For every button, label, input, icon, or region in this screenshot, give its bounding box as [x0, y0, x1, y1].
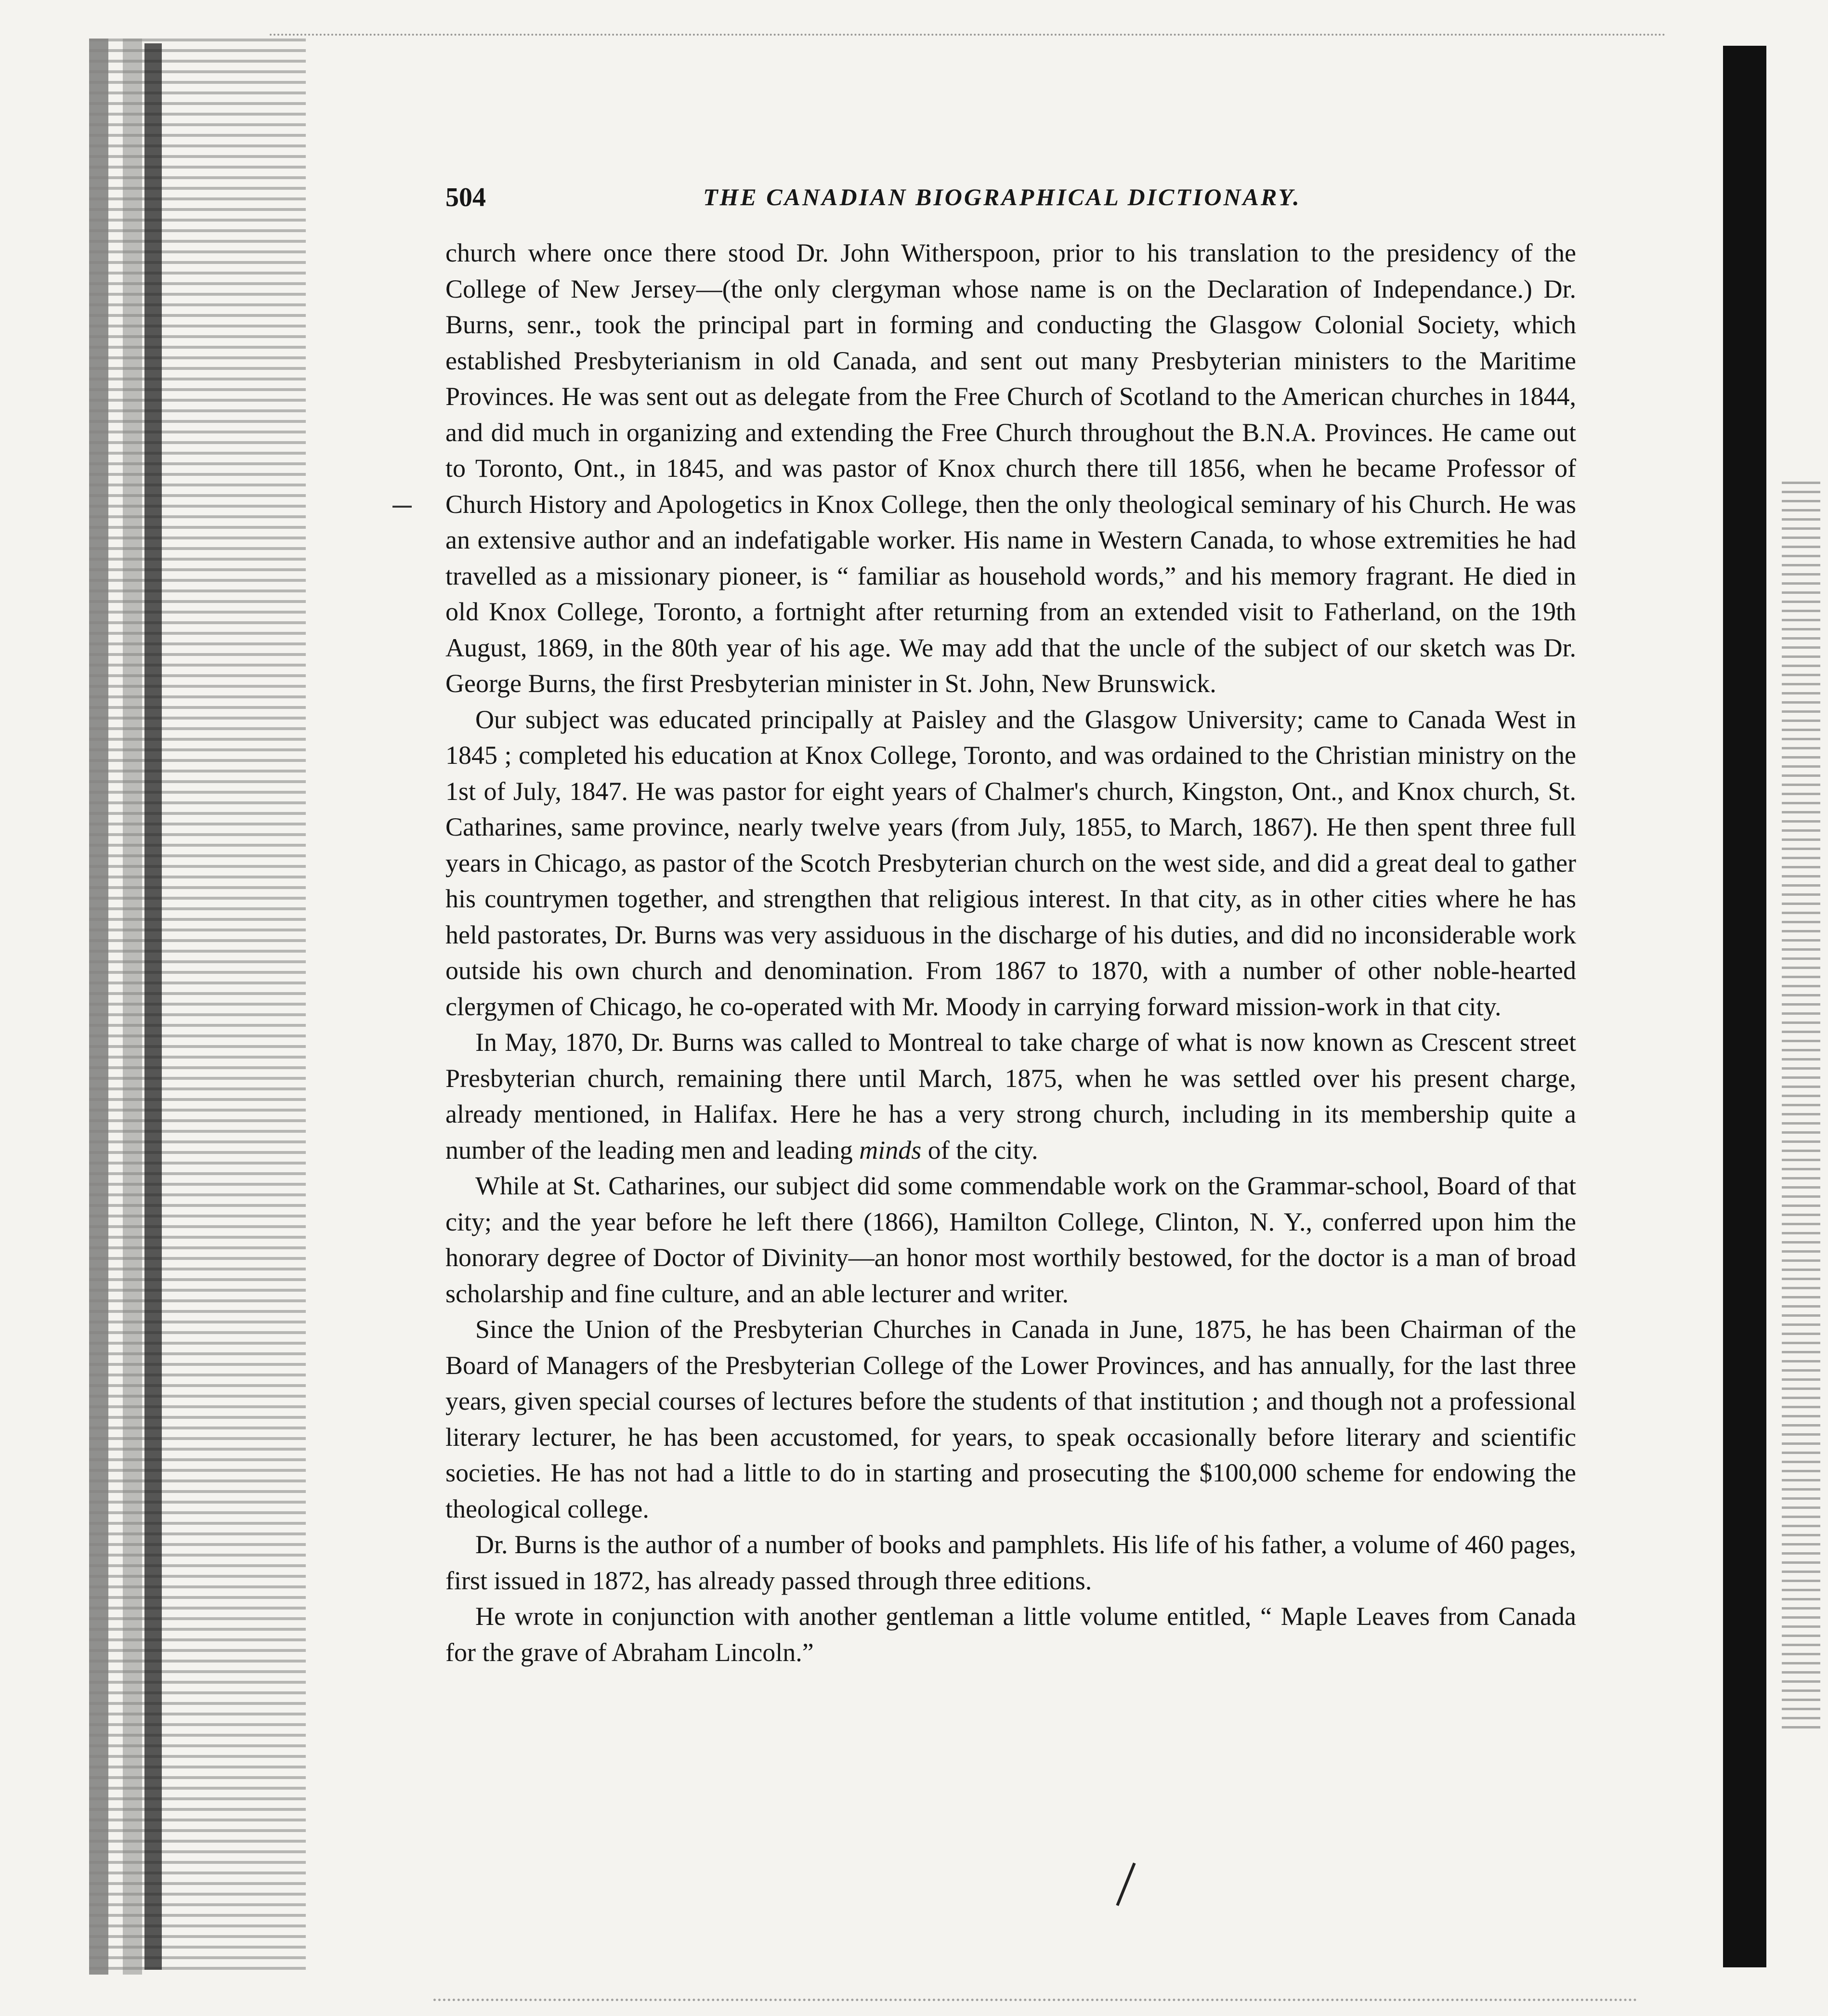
- stray-stroke: [1116, 1862, 1136, 1906]
- scan-noise-right: [1782, 482, 1820, 1734]
- scan-noise-bottom: [433, 1999, 1637, 2006]
- scan-edge-left: [89, 39, 306, 1975]
- page-number: 504: [445, 183, 486, 212]
- paragraph-1: church where once there stood Dr. John Witherspoon, prior to his translation to the presidency of the College of New Jersey—(the only clergyman whose name is on the Declaration of Independance.) Dr. Burns, senr., took the principal part in forming and conducting the Glasgow Colonial Society, which established Presbyterianism in old Canada, and sent out many Presbyterian ministers to the Maritime Provinces. He was sent out as delegate from the Free Church of Scotland to the American churches in 1844, and did much in organizing and extending the Free Church throughout the B.N.A. Provinces. He came out to Toronto, Ont., in 1845, and was pastor of Knox church there till 1856, when he became Professor of Church History and Apologetics in Knox College, then the only theological seminary of his Church. He was an extensive author and an indefatigable worker. His name in Western Canada, to whose extremities he had travelled as a missionary pioneer, is “ familiar as household words,” and his memory fragrant. He died in old Knox College, Toronto, a fortnight after returning from an extended visit to Fatherland, on the 19th August, 1869, in the 80th year of his age. We may add that the uncle of the subject of our sketch was Dr. George Burns, the first Presbyterian minister in St. John, New Brunswick.: [445, 238, 1576, 698]
- scan-binding-shadow: [144, 43, 162, 1970]
- paragraph-3-italic: minds: [859, 1135, 922, 1165]
- paragraph-7: He wrote in conjunction with another gentleman a little volume entitled, “ Maple Leaves from Canada for the grave of Abraham Lincoln.”: [445, 1602, 1576, 1667]
- scan-edge-right: [1723, 46, 1766, 1967]
- paragraph-3-tail: of the city.: [921, 1135, 1038, 1165]
- paragraph-6: Dr. Burns is the author of a number of books and pamphlets. His life of his father, a volume of 460 pages, first issued in 1872, has already passed through three editions.: [445, 1530, 1576, 1595]
- paragraph-2: Our subject was educated principally at Paisley and the Glasgow University; came to Canada West in 1845 ; completed his education at Knox College, Toronto, and was ordained to the Christian ministry on the 1st of July, 1847. He was pastor for eight years of Chalmer's church, Kingston, Ont., and Knox church, St. Catharines, same province, nearly twelve years (from July, 1855, to March, 1867). He then spent three full years in Chicago, as pastor of the Scotch Presbyterian church on the west side, and did a great deal to gather his countrymen together, and strengthen that religious interest. In that city, as in other cities where he has held pastorates, Dr. Burns was very assiduous in the discharge of his duties, and did no inconsiderable work outside his own church and denomination. From 1867 to 1870, with a number of other noble-hearted clergymen of Chicago, he co-operated with Mr. Moody in carrying forward mission-work in that city.: [445, 705, 1576, 1021]
- running-head: THE CANADIAN BIOGRAPHICAL DICTIONARY.: [703, 183, 1301, 210]
- margin-mark: [392, 506, 412, 508]
- scan-noise-top: [270, 34, 1666, 40]
- paragraph-3: [445, 1024, 1576, 1168]
- page-body: [445, 235, 1576, 1670]
- paragraph-5: Since the Union of the Presbyterian Churches in Canada in June, 1875, he has been Chairman of the Board of Managers of the Presbyterian College of the Lower Provinces, and has annually, for the last three years, given special courses of lectures before the students of that institution ; and though not a professional literary lecturer, he has been accustomed, for years, to speak occasionally before literary and scientific societies. He has not had a little to do in starting and prosecuting the $100,000 scheme for endowing the theological college.: [445, 1315, 1576, 1523]
- paragraph-3-text: In May, 1870, Dr. Burns was called to Montreal to take charge of what is now known as Crescent street Presbyterian church, remaining there until March, 1875, when he was settled over his present charge, already mentioned, in Halifax. Here he has a very strong church, including in its membership quite a number of the leading men and leading: [445, 1028, 1576, 1165]
- paragraph-4: While at St. Catharines, our subject did some commendable work on the Grammar-school, Board of that city; and the year before he left there (1866), Hamilton College, Clinton, N. Y., conferred upon him the honorary degree of Doctor of Divinity—an honor most worthily bestowed, for the doctor is a man of broad scholarship and fine culture, and an able lecturer and writer.: [445, 1171, 1576, 1308]
